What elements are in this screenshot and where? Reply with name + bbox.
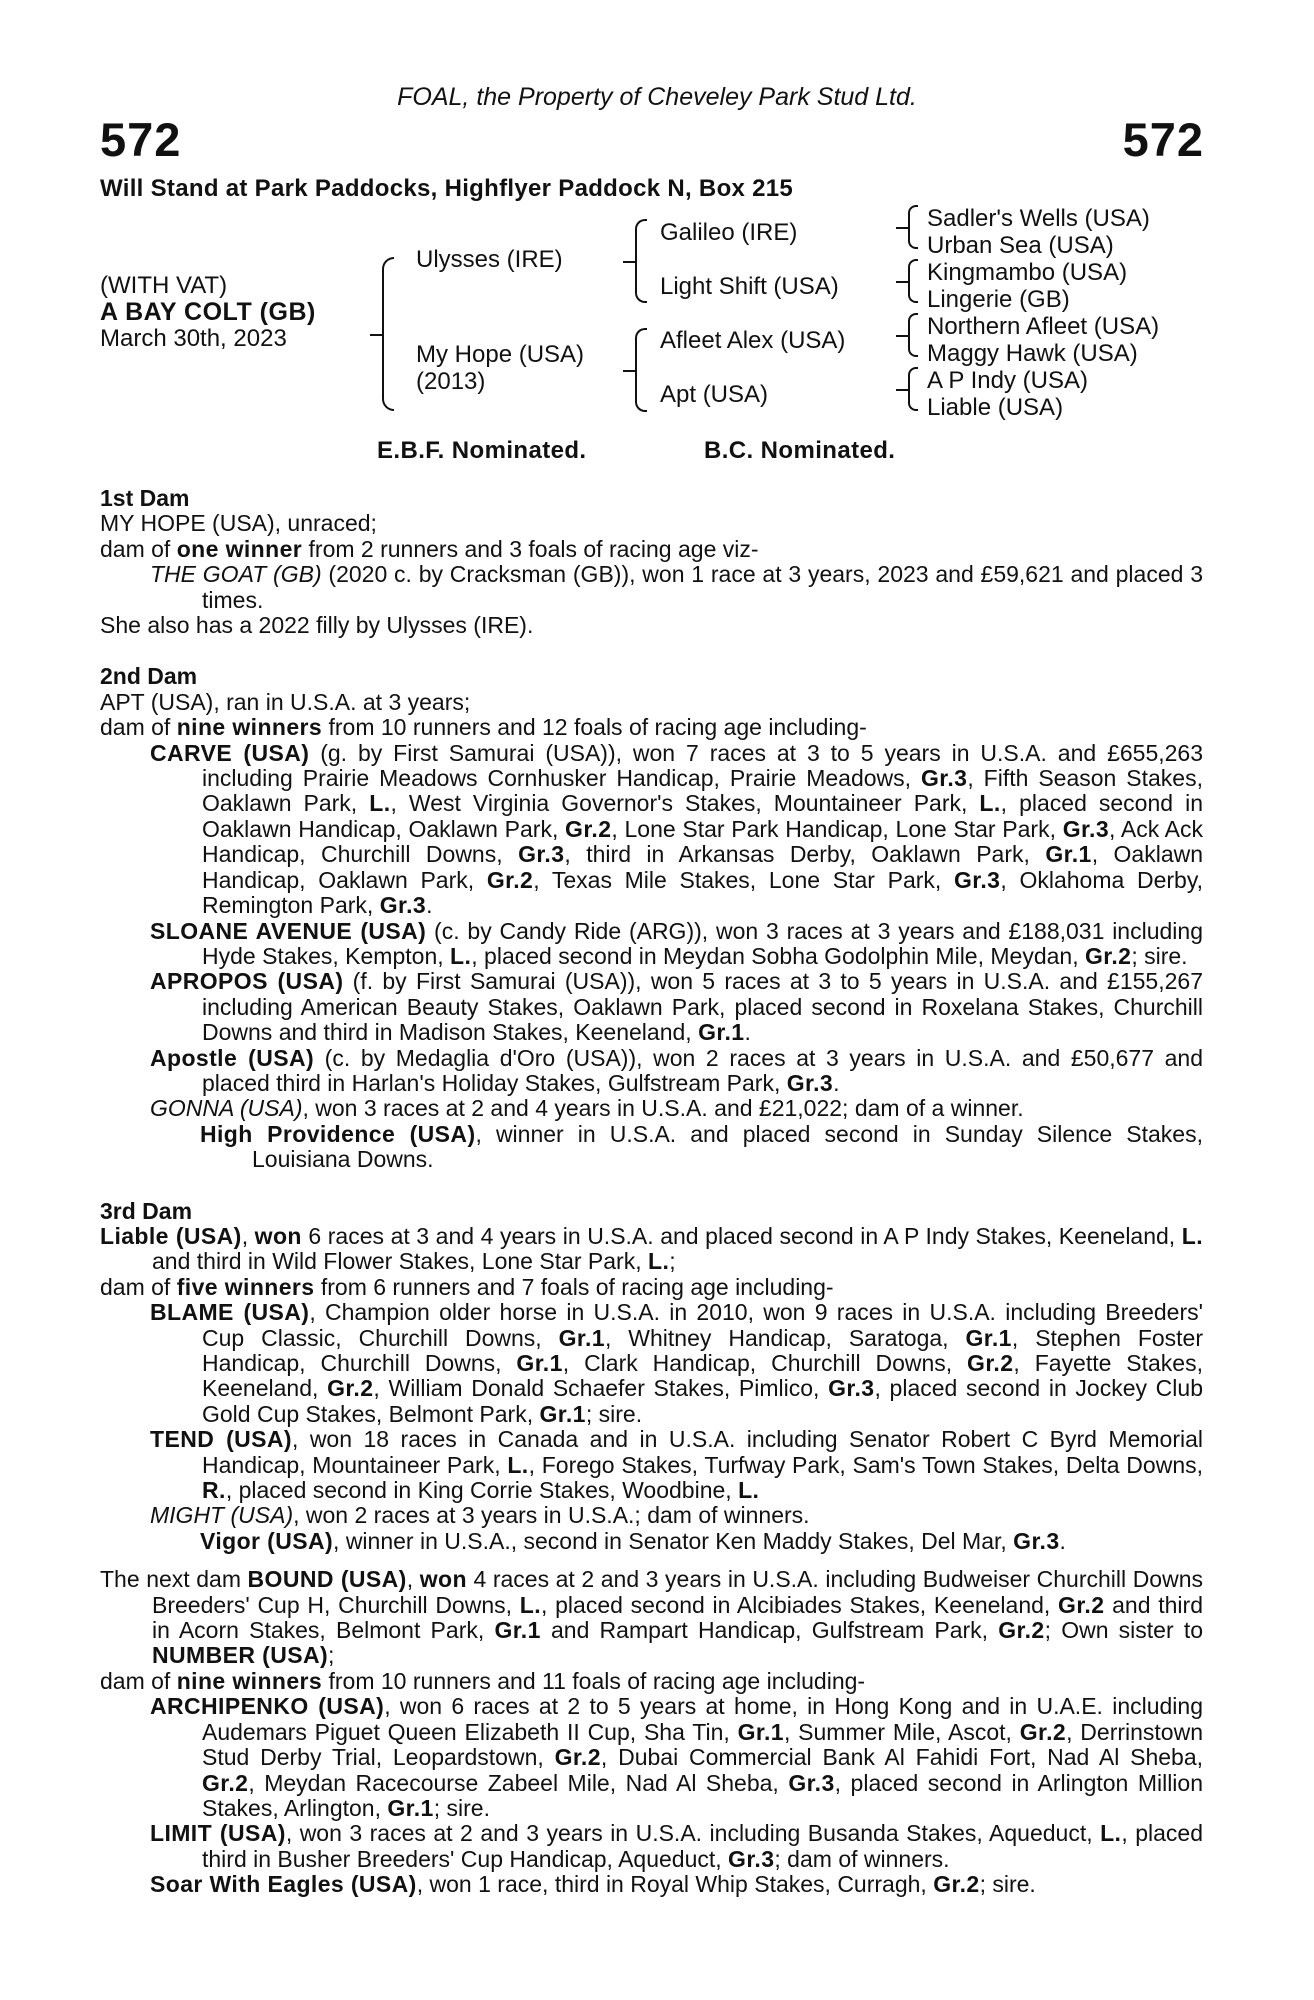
first-dam-also: She also has a 2022 filly by Ulysses (IRE). [100, 612, 534, 639]
produce-apostle: Apostle (USA) (c. by Medaglia d'Oro (USA)), won 2 races at 3 years in U.S.A. and £50,677 and placed third in Harlan's Holiday Stakes, Gulfstream Park, Gr.3. [150, 1044, 1204, 1096]
next-dam-produce: dam of nine winners from 10 runners and 11 foals of racing age including- [100, 1667, 866, 1694]
produce-apropos: APROPOS (USA) (f. by First Samurai (USA)), won 5 races at 3 to 5 years in U.S.A. and £155,267 including American Beauty Stakes, Oaklawn Park, placed second in Roxelana Stakes, Churchill Downs and third in Madison Stakes, Keeneland, Gr.1. [150, 968, 1203, 1046]
ggp-5: Northern Afleet (USA) [927, 313, 1160, 340]
first-dam-heading: 1st Dam [100, 485, 190, 511]
sire-name: Ulysses (IRE) [416, 246, 563, 273]
produce-vigor: Vigor (USA), winner in U.S.A., second in Senator Ken Maddy Stakes, Del Mar, Gr.3. [200, 1527, 1066, 1554]
third-dam-heading: 3rd Dam [100, 1197, 193, 1224]
third-dam-produce: dam of five winners from 6 runners and 7 foals of racing age including- [100, 1273, 834, 1300]
apt-brace [908, 367, 918, 411]
second-dam-produce: dam of nine winners from 10 runners and 12 foals of racing age including- [100, 714, 867, 741]
produce-gonna: GONNA (USA), won 3 races at 2 and 4 years in U.S.A. and £21,022; dam of a winner. [150, 1095, 1024, 1122]
produce-tend: TEND (USA), won 18 races in Canada and in U.S.A. including Senator Robert C Byrd Memorial Handicap, Mountaineer Park, L., Forego Stakes, Turfway Park, Sam's Town Stakes, Delta Downs, R., placed second in King Corrie Stakes, Woodbine, L. [150, 1426, 1204, 1504]
dam-brace [635, 328, 647, 412]
lightshift-brace [908, 259, 918, 303]
afleetalex-brace [908, 313, 918, 357]
ggp-3: Kingmambo (USA) [927, 259, 1128, 286]
second-dam-line: APT (USA), ran in U.S.A. at 3 years; [100, 688, 471, 715]
sire-dam-brace [382, 257, 394, 411]
granddam-dam: Apt (USA) [660, 381, 769, 408]
first-dam-line: MY HOPE (USA), unraced; [100, 510, 377, 537]
bc-nomination: B.C. Nominated. [704, 437, 896, 464]
next-dam-bound: The next dam BOUND (USA), won 4 races at 2 and 3 years in U.S.A. including Budweiser Churchill Downs Breeders' Cup H, Churchill Downs, L., placed second in Alcibiades Stakes, Keeneland, Gr.2 and third in Acorn Stakes, Belmont Park, Gr.1 and Rampart Handicap, Gulfstream Park, Gr.2; Own sister to NUMBER (USA); [100, 1566, 1203, 1669]
produce-blame: BLAME (USA), Champion older horse in U.S.A. in 2010, won 9 races in U.S.A. including Breeders' Cup Classic, Churchill Downs, Gr.1, Whitney Handicap, Saratoga, Gr.1, Stephen Foster Handicap, Churchill Downs, Gr.1, Clark Handicap, Churchill Downs, Gr.2, Fayette Stakes, Keeneland, Gr.2, William Donald Schaefer Stakes, Pimlico, Gr.3, placed second in Jockey Club Gold Cup Stakes, Belmont Park, Gr.1; sire. [150, 1299, 1204, 1427]
ebf-nomination: E.B.F. Nominated. [377, 437, 587, 464]
produce-the-goat: THE GOAT (GB) (2020 c. by Cracksman (GB)), won 1 race at 3 years, 2023 and £59,621 and placed 3 times. [150, 561, 1203, 613]
ggp-1: Sadler's Wells (USA) [927, 205, 1150, 232]
grandsire-dam: Afleet Alex (USA) [660, 327, 846, 354]
produce-soar-with-eagles: Soar With Eagles (USA), won 1 race, third in Royal Whip Stakes, Curragh, Gr.2; sire. [150, 1871, 1036, 1898]
ggp-2: Urban Sea (USA) [927, 232, 1114, 259]
lot-number-left: 572 [100, 113, 182, 166]
ggp-8: Liable (USA) [927, 394, 1064, 421]
granddam-sire: Light Shift (USA) [660, 273, 839, 300]
sire-brace [635, 219, 647, 303]
lot-number-right: 572 [1122, 113, 1204, 166]
produce-high-providence: High Providence (USA), winner in U.S.A. and placed second in Sunday Silence Stakes, Louisiana Downs. [200, 1120, 1203, 1173]
dam-name: My Hope (USA) [416, 341, 585, 368]
produce-might: MIGHT (USA), won 2 races at 3 years in U.S.A.; dam of winners. [150, 1502, 810, 1529]
foaling-date: March 30th, 2023 [100, 325, 287, 352]
produce-limit: LIMIT (USA), won 3 races at 2 and 3 years in U.S.A. including Busanda Stakes, Aqueduct, L., placed third in Busher Breeders' Cup Handicap, Aqueduct, Gr.3; dam of winners. [150, 1820, 1203, 1872]
ggp-6: Maggy Hawk (USA) [927, 340, 1138, 367]
grandsire-sire: Galileo (IRE) [660, 219, 798, 246]
vat-label: (WITH VAT) [100, 272, 228, 299]
galileo-brace [908, 205, 918, 249]
produce-sloane-avenue: SLOANE AVENUE (USA) (c. by Candy Ride (ARG)), won 3 races at 3 years and £188,031 including Hyde Stakes, Kempton, L., placed second in Meydan Sobha Godolphin Mile, Meydan, Gr.2; sire. [150, 917, 1203, 969]
page-header: FOAL, the Property of Cheveley Park Stud Ltd. [397, 83, 917, 111]
ggp-7: A P Indy (USA) [927, 367, 1088, 394]
stand-location: Will Stand at Park Paddocks, Highflyer Paddock N, Box 215 [100, 175, 794, 202]
second-dam-heading: 2nd Dam [100, 663, 198, 690]
produce-archipenko: ARCHIPENKO (USA), won 6 races at 2 to 5 years at home, in Hong Kong and in U.A.E. including Audemars Piguet Queen Elizabeth II Cup, Sha Tin, Gr.1, Summer Mile, Ascot, Gr.2, Derrinstown Stud Derby Trial, Leopardstown, Gr.2, Dubai Commercial Bank Al Fahidi Fort, Nad Al Sheba, Gr.2, Meydan Racecourse Zabeel Mile, Nad Al Sheba, Gr.3, placed second in Arlington Million Stakes, Arlington, Gr.1; sire. [150, 1693, 1204, 1821]
ggp-4: Lingerie (GB) [927, 286, 1070, 313]
dam-year: (2013) [416, 368, 486, 395]
lot-name: A BAY COLT (GB) [100, 298, 316, 326]
produce-carve: CARVE (USA) (g. by First Samurai (USA)), won 7 races at 3 to 5 years in U.S.A. and £655,263 including Prairie Meadows Cornhusker Handicap, Prairie Meadows, Gr.3, Fifth Season Stakes, Oaklawn Park, L., West Virginia Governor's Stakes, Mountaineer Park, L., placed second in Oaklawn Handicap, Oaklawn Park, Gr.2, Lone Star Park Handicap, Lone Star Park, Gr.3, Ack Ack Handicap, Churchill Downs, Gr.3, third in Arkansas Derby, Oaklawn Park, Gr.1, Oaklawn Handicap, Oaklawn Park, Gr.2, Texas Mile Stakes, Lone Star Park, Gr.3, Oklahoma Derby, Remington Park, Gr.3. [150, 739, 1204, 919]
first-dam-produce: dam of one winner from 2 runners and 3 foals of racing age viz- [100, 535, 759, 562]
catalogue-body [100, 486, 1203, 1898]
third-dam-liable: Liable (USA), won 6 races at 3 and 4 years in U.S.A. and placed second in A P Indy Stakes, Keeneland, L. and third in Wild Flower Stakes, Lone Star Park, L.; [100, 1222, 1203, 1275]
